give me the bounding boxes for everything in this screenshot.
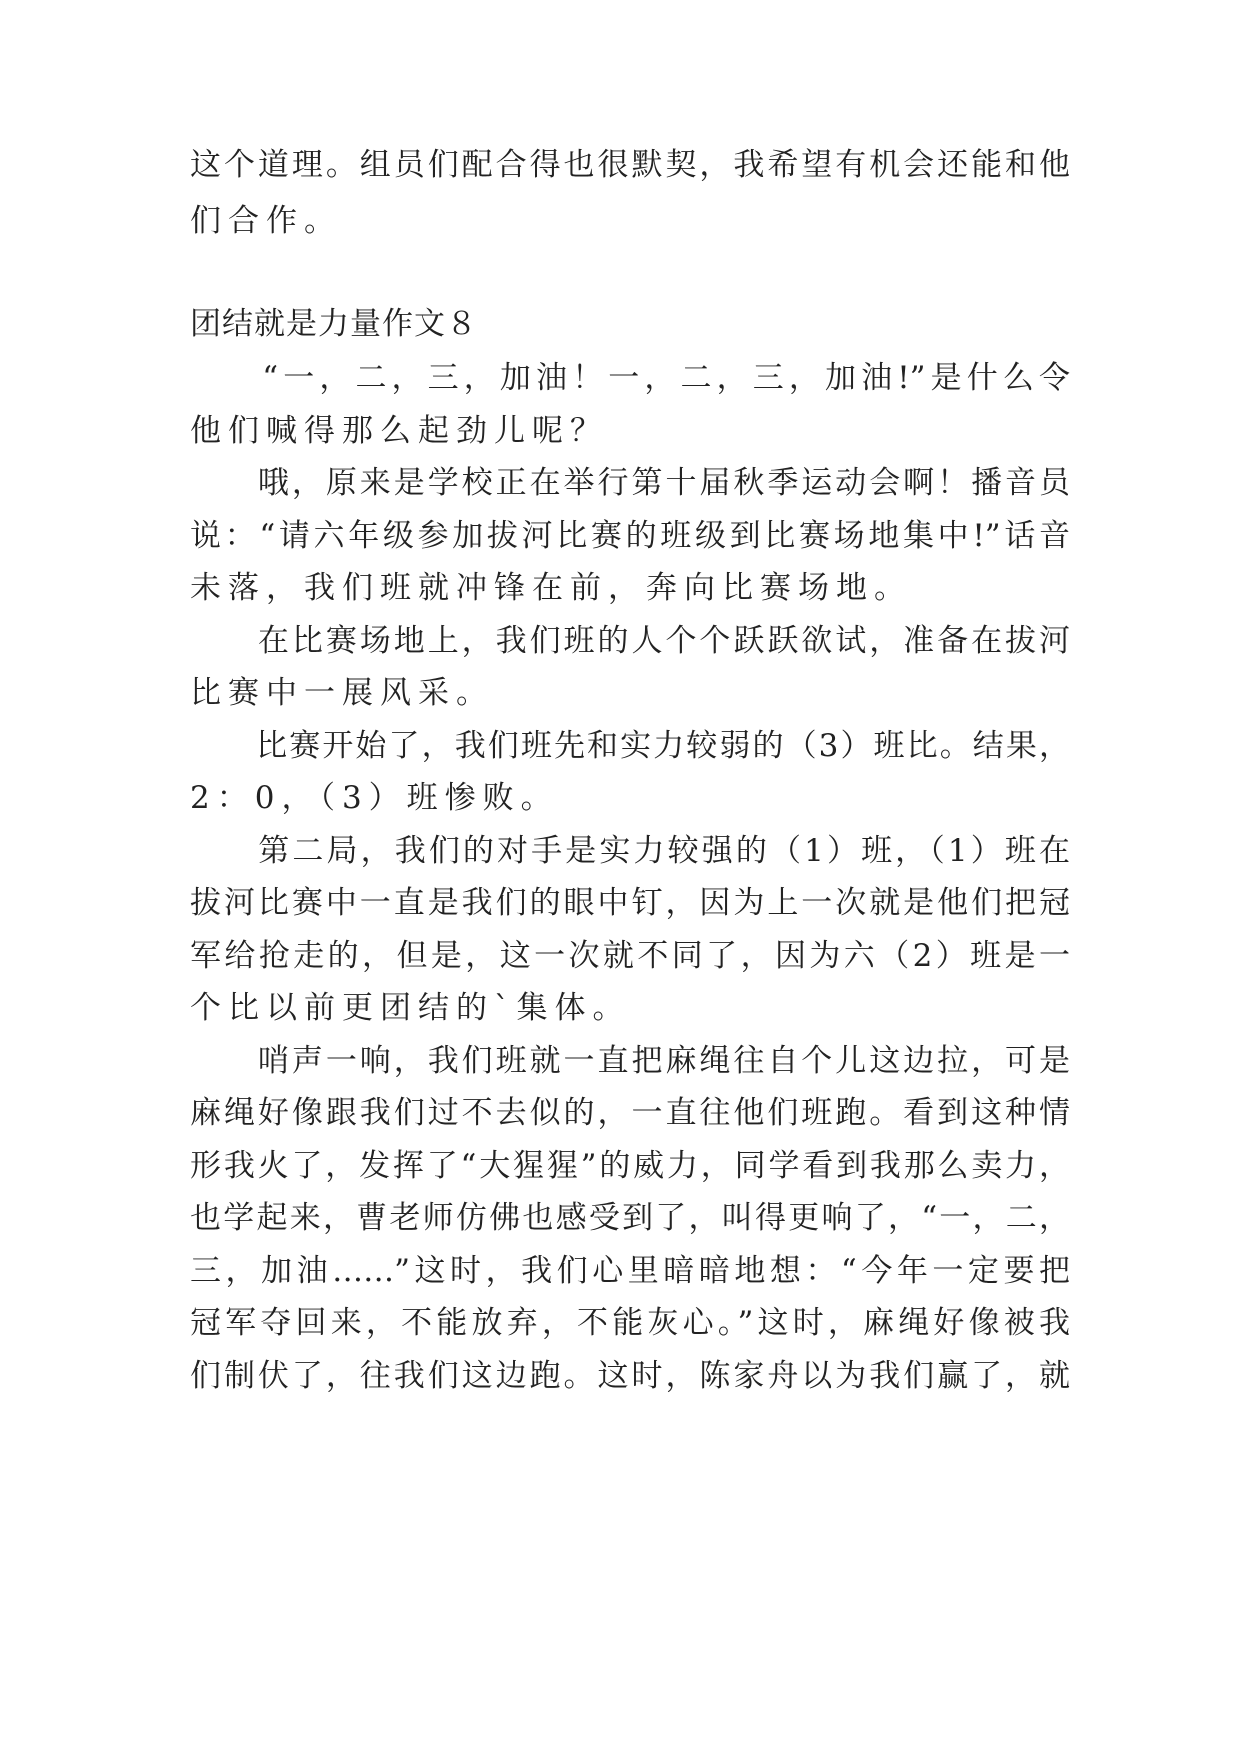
paragraph-line: 形我火了，发挥了“大猩猩”的威力，同学看到我那么卖力，	[190, 1148, 1070, 1184]
paragraph-line: 2：0，（3）班惨败。	[190, 780, 559, 816]
paragraph-line: “一，二，三，加油！一，二，三，加油!”是什么令	[190, 360, 1070, 396]
paragraph-line: 哦，原来是学校正在举行第十届秋季运动会啊！播音员	[190, 465, 1070, 501]
paragraph-line: 拔河比赛中一直是我们的眼中钉，因为上一次就是他们把冠	[190, 885, 1070, 921]
paragraph-line: 哨声一响，我们班就一直把麻绳往自个儿这边拉，可是	[190, 1043, 1070, 1079]
paragraph-line: 们合作。	[190, 203, 342, 239]
paragraph-line: 比赛开始了，我们班先和实力较弱的（3）班比。结果，	[190, 728, 1070, 764]
paragraph-line: 冠军夺回来，不能放弃，不能灰心。”这时，麻绳好像被我	[190, 1305, 1070, 1341]
paragraph-line: 麻绳好像跟我们过不去似的，一直往他们班跑。看到这种情	[190, 1095, 1070, 1131]
paragraph-line: 三，加油……”这时，我们心里暗暗地想：“今年一定要把	[190, 1253, 1070, 1289]
paragraph-line: 他们喊得那么起劲儿呢？	[190, 413, 608, 449]
paragraph-line: 们制伏了，往我们这边跑。这时，陈家舟以为我们赢了，就	[190, 1358, 1070, 1394]
paragraph-line: 说：“请六年级参加拔河比赛的班级到比赛场地集中!”话音	[190, 518, 1070, 554]
paragraph-line: 这个道理。组员们配合得也很默契，我希望有机会还能和他	[190, 147, 1070, 183]
paragraph-line: 比赛中一展风采。	[190, 675, 494, 711]
paragraph-line: 也学起来，曹老师仿佛也感受到了，叫得更响了，“一，二，	[190, 1200, 1070, 1236]
paragraph-line: 在比赛场地上，我们班的人个个跃跃欲试，准备在拔河	[190, 623, 1070, 659]
section-heading: 团结就是力量作文８	[190, 306, 478, 342]
paragraph-line: 未落，我们班就冲锋在前，奔向比赛场地。	[190, 570, 912, 606]
paragraph-line: 个比以前更团结的`集体。	[190, 990, 631, 1026]
paragraph-line: 军给抢走的，但是，这一次就不同了，因为六（2）班是一	[190, 938, 1070, 974]
paragraph-line: 第二局，我们的对手是实力较强的（1）班，（1）班在	[190, 833, 1070, 869]
